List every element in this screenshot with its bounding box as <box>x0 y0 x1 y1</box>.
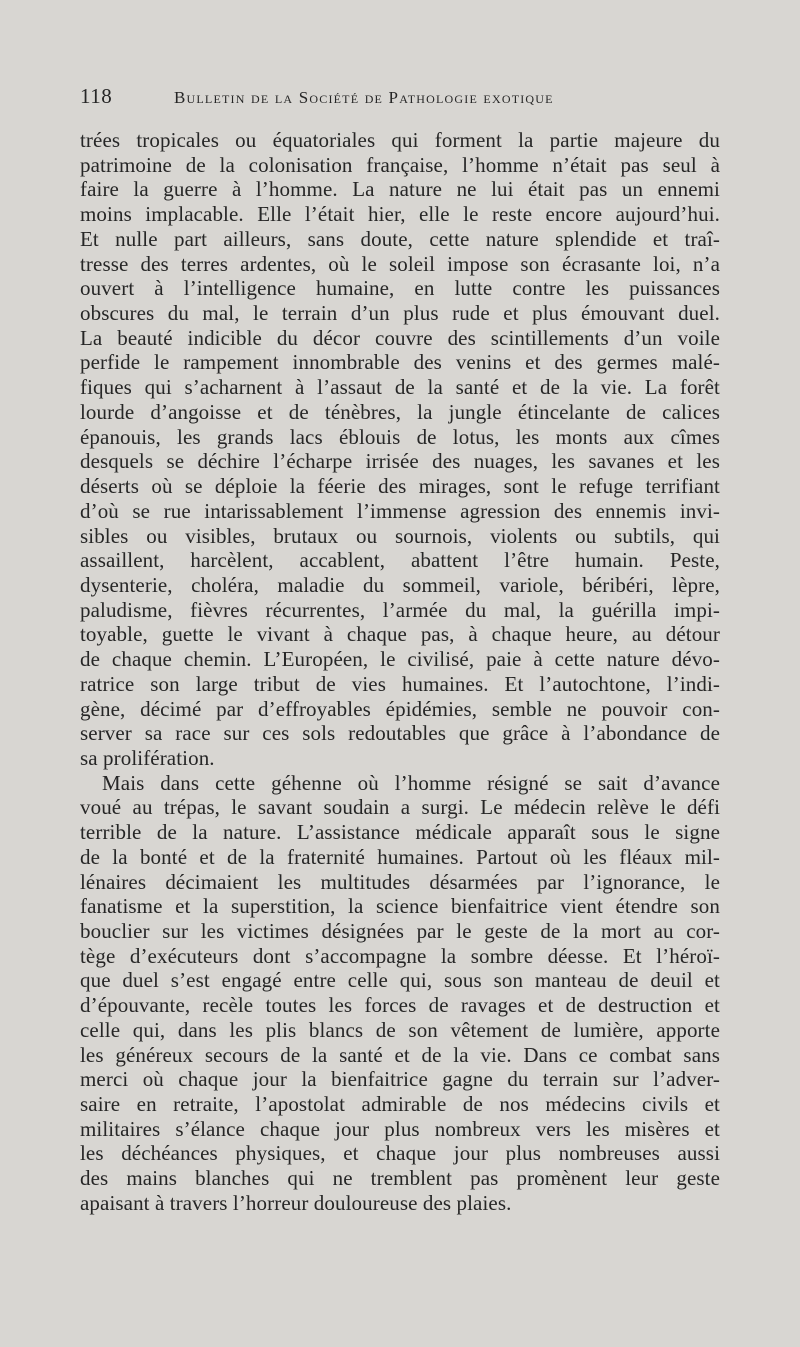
text-line: d’où se rue intarissablement l’immense agression des ennemis invi- <box>80 498 720 523</box>
text-line: trées tropicales ou équatoriales qui forment la partie majeure du <box>80 128 720 152</box>
text-line: sibles ou visibles, brutaux ou sournois, violents ou subtils, qui <box>80 523 720 548</box>
text-line: épanouis, les grands lacs éblouis de lotus, les monts aux cîmes <box>80 424 720 449</box>
text-line: fiques qui s’acharnent à l’assaut de la santé et de la vie. La forêt <box>80 375 720 400</box>
text-line: moins implacable. Elle l’était hier, elle le reste encore aujourd’hui. <box>80 202 720 227</box>
paragraph-2 <box>80 771 720 1216</box>
text-line: saire en retraite, l’apostolat admirable de nos médecins civils et <box>80 1092 720 1117</box>
text-line: de chaque chemin. L’Européen, le civilisé, paie à cette nature dévo- <box>80 647 720 672</box>
text-line: de la bonté et de la fraternité humaines. Partout où les fléaux mil- <box>80 844 720 869</box>
text-line: les déchéances physiques, et chaque jour plus nombreuses aussi <box>80 1141 720 1166</box>
text-line: voué au trépas, le savant soudain a surgi. Le médecin relève le défi <box>80 795 720 820</box>
text-line: celle qui, dans les plis blancs de son vêtement de lumière, apporte <box>80 1017 720 1042</box>
text-line: patrimoine de la colonisation française, l’homme n’était pas seul à <box>80 152 720 177</box>
text-line: d’épouvante, recèle toutes les forces de ravages et de destruction et <box>80 993 720 1018</box>
text-line: terrible de la nature. L’assistance médicale apparaît sous le signe <box>80 820 720 845</box>
text-line: dysenterie, choléra, maladie du sommeil, variole, béribéri, lèpre, <box>80 572 720 597</box>
text-line: militaires s’élance chaque jour plus nombreux vers les misères et <box>80 1116 720 1141</box>
text-line: assaillent, harcèlent, accablent, abattent l’être humain. Peste, <box>80 548 720 573</box>
text-line: ouvert à l’intelligence humaine, en lutte contre les puissances <box>80 276 720 301</box>
text-line: que duel s’est engagé entre celle qui, sous son manteau de deuil et <box>80 968 720 993</box>
text-line: La beauté indicible du décor couvre des scintillements d’un voile <box>80 325 720 350</box>
text-line: fanatisme et la superstition, la science bienfaitrice vient étendre son <box>80 894 720 919</box>
text-line: des mains blanches qui ne tremblent pas promènent leur geste <box>80 1166 720 1191</box>
running-head <box>80 84 720 110</box>
text-line: merci où chaque jour la bienfaitrice gagne du terrain sur l’adver- <box>80 1067 720 1092</box>
text-line: ratrice son large tribut de vies humaines. Et l’autochtone, l’indi- <box>80 671 720 696</box>
text-line: tège d’exécuteurs dont s’accompagne la sombre déesse. Et l’héroï- <box>80 943 720 968</box>
text-line: Mais dans cette géhenne où l’homme résigné se sait d’avance <box>102 770 720 795</box>
text-line: déserts où se déploie la féerie des mirages, sont le refuge terrifiant <box>80 474 720 499</box>
text-line: server sa race sur ces sols redoutables que grâce à l’abondance de <box>80 721 720 746</box>
text-line: bouclier sur les victimes désignées par le geste de la mort au cor- <box>80 919 720 943</box>
paragraph-1 <box>80 128 720 771</box>
text-line: lourde d’angoisse et de ténèbres, la jungle étincelante de calices <box>80 399 720 424</box>
text-line: apaisant à travers l’horreur douloureuse des plaies. <box>80 1190 512 1215</box>
text-line: lénaires décimaient les multitudes désarmées par l’ignorance, le <box>80 869 720 894</box>
journal-title: Bulletin de la Société de Pathologie exotique <box>174 88 554 107</box>
text-line: toyable, guette le vivant à chaque pas, à chaque heure, au détour <box>80 622 720 647</box>
text-line: sa prolifération. <box>80 745 215 770</box>
body-text <box>80 128 720 1216</box>
text-line: faire la guerre à l’homme. La nature ne lui était pas un ennemi <box>80 177 720 202</box>
text-line: paludisme, fièvres récurrentes, l’armée du mal, la guérilla impi- <box>80 597 720 622</box>
page-number: 118 <box>80 84 113 108</box>
text-line: perfide le rampement innombrable des venins et des germes malé- <box>80 350 720 375</box>
text-line: les généreux secours de la santé et de la vie. Dans ce combat sans <box>80 1042 720 1067</box>
text-line: Et nulle part ailleurs, sans doute, cette nature splendide et traî- <box>80 226 720 251</box>
text-line: obscures du mal, le terrain d’un plus rude et plus émouvant duel. <box>80 301 720 326</box>
text-line: tresse des terres ardentes, où le soleil impose son écrasante loi, n’a <box>80 251 720 276</box>
text-line: desquels se déchire l’écharpe irrisée des nuages, les savanes et les <box>80 449 720 474</box>
text-line: gène, décimé par d’effroyables épidémies, semble ne pouvoir con- <box>80 696 720 721</box>
